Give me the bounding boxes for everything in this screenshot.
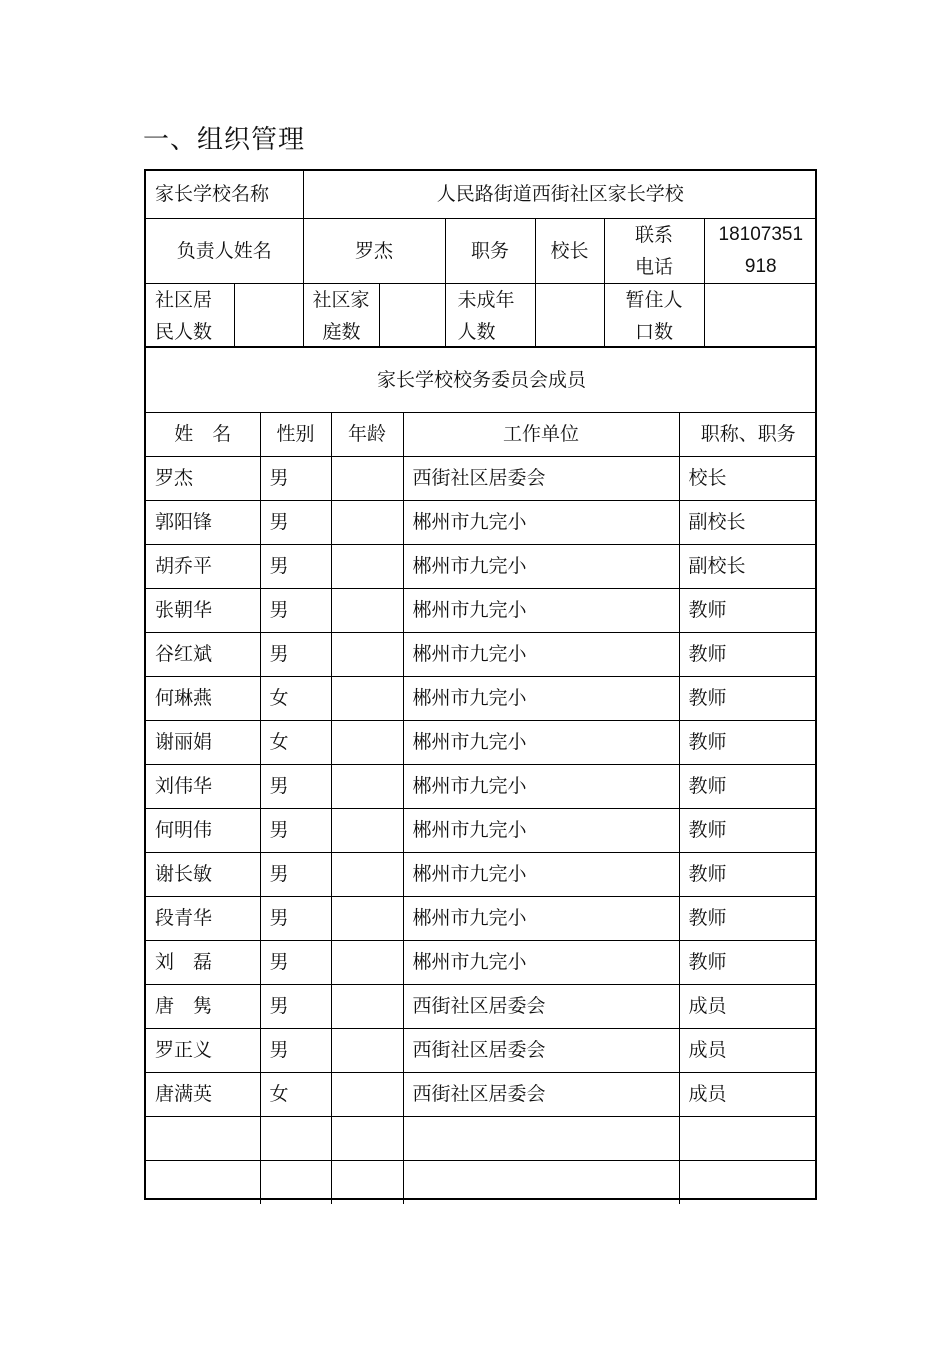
member-unit: 郴州市九完小 bbox=[403, 896, 679, 940]
temp-label-line2: 口数 bbox=[635, 320, 674, 343]
table-row bbox=[146, 1072, 817, 1116]
member-gender: 男 bbox=[260, 500, 331, 544]
member-age bbox=[331, 1028, 403, 1072]
member-gender: 男 bbox=[260, 940, 331, 984]
member-name: 郭阳锋 bbox=[146, 500, 260, 544]
member-unit: 西街社区居委会 bbox=[403, 1072, 679, 1116]
member-unit: 郴州市九完小 bbox=[403, 720, 679, 764]
phone-label bbox=[604, 218, 704, 283]
residents-value bbox=[234, 283, 303, 348]
table-row bbox=[146, 500, 817, 544]
principal-label: 负责人姓名 bbox=[146, 218, 303, 283]
member-age bbox=[331, 896, 403, 940]
temp-value bbox=[704, 283, 817, 348]
member-gender: 男 bbox=[260, 896, 331, 940]
member-unit bbox=[403, 1116, 679, 1160]
member-title bbox=[679, 1116, 817, 1160]
member-age bbox=[331, 808, 403, 852]
member-unit: 郴州市九完小 bbox=[403, 544, 679, 588]
member-title: 成员 bbox=[679, 1072, 817, 1116]
member-name: 罗正义 bbox=[146, 1028, 260, 1072]
member-age bbox=[331, 676, 403, 720]
member-age bbox=[331, 1072, 403, 1116]
member-unit bbox=[403, 1160, 679, 1204]
header-age: 年龄 bbox=[331, 412, 403, 456]
header-name: 姓 名 bbox=[146, 412, 260, 456]
member-title: 教师 bbox=[679, 676, 817, 720]
households-label-line1: 社区家 bbox=[312, 288, 370, 311]
member-name: 唐满英 bbox=[146, 1072, 260, 1116]
section-title: 一、组织管理 bbox=[143, 125, 306, 155]
member-age bbox=[331, 852, 403, 896]
table-row bbox=[146, 720, 817, 764]
member-name bbox=[146, 1116, 260, 1160]
households-label bbox=[303, 283, 379, 348]
member-title: 成员 bbox=[679, 984, 817, 1028]
residents-label-line1: 社区居 bbox=[155, 288, 213, 311]
member-gender: 男 bbox=[260, 764, 331, 808]
table-row bbox=[146, 456, 817, 500]
member-unit: 郴州市九完小 bbox=[403, 808, 679, 852]
member-name bbox=[146, 1160, 260, 1204]
member-age bbox=[331, 588, 403, 632]
header-gender: 性别 bbox=[260, 412, 331, 456]
member-unit: 西街社区居委会 bbox=[403, 1028, 679, 1072]
member-age bbox=[331, 632, 403, 676]
member-gender bbox=[260, 1116, 331, 1160]
member-title bbox=[679, 1160, 817, 1204]
phone-line2: 918 bbox=[744, 255, 777, 277]
member-gender: 男 bbox=[260, 984, 331, 1028]
member-title: 教师 bbox=[679, 940, 817, 984]
table-row bbox=[146, 544, 817, 588]
member-title: 教师 bbox=[679, 720, 817, 764]
info-table bbox=[144, 169, 817, 348]
member-gender: 男 bbox=[260, 852, 331, 896]
member-name: 胡乔平 bbox=[146, 544, 260, 588]
member-unit: 西街社区居委会 bbox=[403, 984, 679, 1028]
member-title: 校长 bbox=[679, 456, 817, 500]
table-row bbox=[146, 588, 817, 632]
table-row bbox=[146, 940, 817, 984]
member-name: 唐 隽 bbox=[146, 984, 260, 1028]
temp-label bbox=[604, 283, 704, 348]
member-gender: 女 bbox=[260, 720, 331, 764]
principal-name: 罗杰 bbox=[303, 218, 445, 283]
minors-label bbox=[445, 283, 535, 348]
member-unit: 郴州市九完小 bbox=[403, 676, 679, 720]
residents-label bbox=[146, 283, 234, 348]
member-name: 何琳燕 bbox=[146, 676, 260, 720]
residents-label-line2: 民人数 bbox=[155, 320, 213, 343]
phone-value bbox=[704, 218, 817, 283]
member-gender: 男 bbox=[260, 588, 331, 632]
phone-line1: 18107351 bbox=[718, 223, 804, 245]
member-age bbox=[331, 764, 403, 808]
member-title: 副校长 bbox=[679, 544, 817, 588]
member-age bbox=[331, 544, 403, 588]
member-title: 教师 bbox=[679, 852, 817, 896]
member-gender bbox=[260, 1160, 331, 1204]
table-row bbox=[146, 1116, 817, 1160]
member-name: 段青华 bbox=[146, 896, 260, 940]
header-title: 职称、职务 bbox=[679, 412, 817, 456]
position-value: 校长 bbox=[535, 218, 604, 283]
member-name: 刘 磊 bbox=[146, 940, 260, 984]
header-unit: 工作单位 bbox=[403, 412, 679, 456]
committee-title: 家长学校校务委员会成员 bbox=[146, 348, 817, 412]
member-title: 副校长 bbox=[679, 500, 817, 544]
member-title: 教师 bbox=[679, 588, 817, 632]
table-row bbox=[146, 984, 817, 1028]
member-title: 教师 bbox=[679, 808, 817, 852]
households-label-line2: 庭数 bbox=[322, 320, 361, 343]
member-age bbox=[331, 984, 403, 1028]
member-gender: 女 bbox=[260, 676, 331, 720]
table-row bbox=[146, 764, 817, 808]
phone-label-line1: 联系 bbox=[635, 223, 674, 246]
temp-label-line1: 暂住人 bbox=[625, 288, 683, 311]
table-row bbox=[146, 896, 817, 940]
member-age bbox=[331, 1160, 403, 1204]
position-label: 职务 bbox=[445, 218, 535, 283]
member-unit: 郴州市九完小 bbox=[403, 632, 679, 676]
table-row bbox=[146, 1028, 817, 1072]
member-gender: 男 bbox=[260, 1028, 331, 1072]
member-name: 罗杰 bbox=[146, 456, 260, 500]
minors-value bbox=[535, 283, 604, 348]
member-unit: 西街社区居委会 bbox=[403, 456, 679, 500]
member-age bbox=[331, 940, 403, 984]
table-row bbox=[146, 808, 817, 852]
school-name: 人民路街道西街社区家长学校 bbox=[303, 171, 817, 218]
member-title: 教师 bbox=[679, 764, 817, 808]
households-value bbox=[379, 283, 445, 348]
member-age bbox=[331, 720, 403, 764]
member-age bbox=[331, 500, 403, 544]
minors-label-line2: 人数 bbox=[457, 320, 496, 343]
member-unit: 郴州市九完小 bbox=[403, 940, 679, 984]
member-title: 教师 bbox=[679, 632, 817, 676]
member-name: 何明伟 bbox=[146, 808, 260, 852]
member-name: 谢丽娟 bbox=[146, 720, 260, 764]
member-gender: 男 bbox=[260, 544, 331, 588]
member-gender: 男 bbox=[260, 632, 331, 676]
member-unit: 郴州市九完小 bbox=[403, 852, 679, 896]
member-gender: 女 bbox=[260, 1072, 331, 1116]
minors-label-line1: 未成年 bbox=[457, 288, 515, 311]
member-unit: 郴州市九完小 bbox=[403, 588, 679, 632]
table-row bbox=[146, 632, 817, 676]
member-name: 谷红斌 bbox=[146, 632, 260, 676]
school-name-label: 家长学校名称 bbox=[146, 171, 303, 218]
member-gender: 男 bbox=[260, 808, 331, 852]
member-title: 教师 bbox=[679, 896, 817, 940]
phone-label-line2: 电话 bbox=[635, 255, 674, 278]
member-name: 谢长敏 bbox=[146, 852, 260, 896]
table-row bbox=[146, 676, 817, 720]
member-gender: 男 bbox=[260, 456, 331, 500]
member-name: 张朝华 bbox=[146, 588, 260, 632]
member-age bbox=[331, 456, 403, 500]
member-unit: 郴州市九完小 bbox=[403, 764, 679, 808]
member-unit: 郴州市九完小 bbox=[403, 500, 679, 544]
member-title: 成员 bbox=[679, 1028, 817, 1072]
committee-table bbox=[144, 346, 817, 1200]
table-row bbox=[146, 852, 817, 896]
member-name: 刘伟华 bbox=[146, 764, 260, 808]
table-row bbox=[146, 1160, 817, 1204]
member-age bbox=[331, 1116, 403, 1160]
